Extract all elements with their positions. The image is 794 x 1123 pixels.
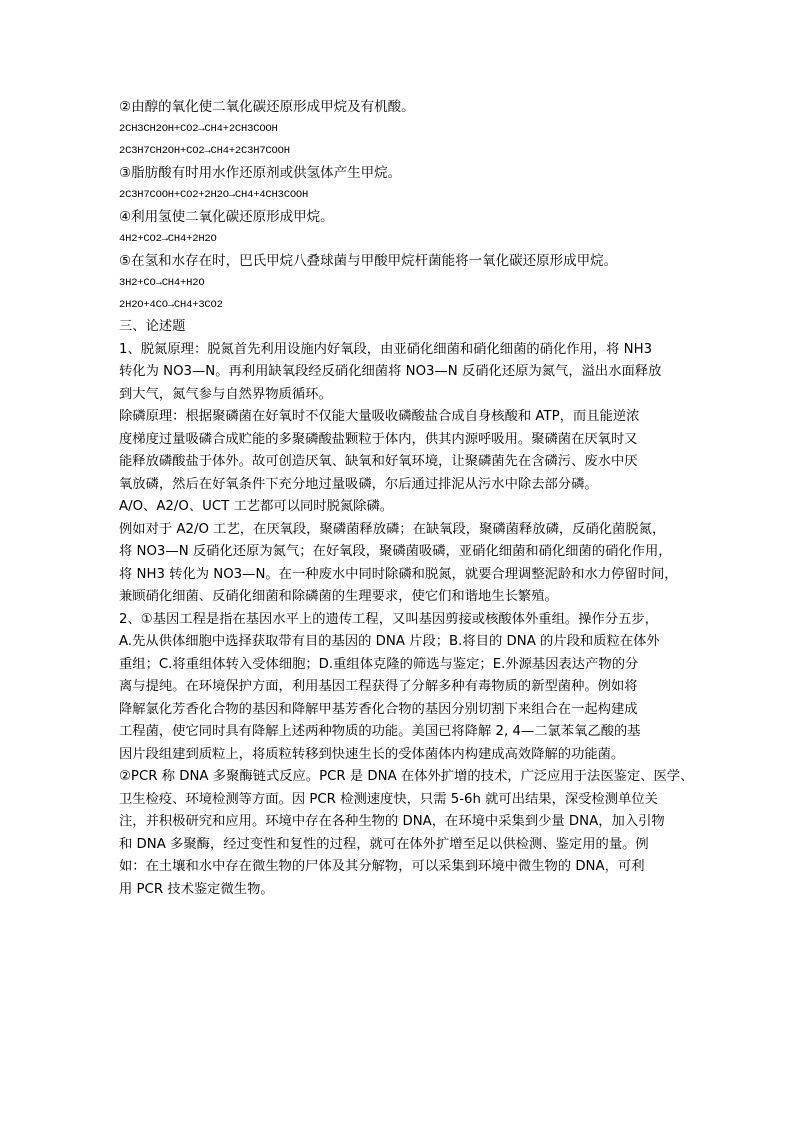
text-line: 4H2+CO2→CH4+2H2O — [119, 233, 217, 245]
text-line: 除磷原理：根据聚磷菌在好氧时不仅能大量吸收磷酸盐合成自身核酸和 ATP，而且能逆浓 — [119, 409, 640, 424]
document-body — [119, 96, 694, 901]
text-line: 2C3H7CH2OH+CO2→CH4+2C3H7COOH — [119, 145, 290, 157]
text-line: 转化为 NO3—N。再利用缺氧段经反硝化细菌将 NO3—N 反硝化还原为氮气，溢出水面释放 — [119, 364, 662, 379]
text-line: ②由醇的氧化使二氧化碳还原形成甲烷及有机酸。 — [119, 99, 415, 115]
text-line: 到大气，氮气参与自然界物质循环。 — [119, 386, 332, 402]
text-line: 例如对于 A2/O 工艺，在厌氧段，聚磷菌释放磷；在缺氧段，聚磷菌释放磷，反硝化菌脱氮， — [119, 521, 666, 537]
text-line: 三、论述题 — [119, 319, 186, 334]
text-line: 注，并积极研究和应用。环境中存在各种生物的 DNA，在环境中采集到少量 DNA，加入引物 — [119, 814, 665, 829]
text-line: 卫生检疫、环境检测等方面。因 PCR 检测速度快，只需 5-6h 就可出结果，深受检测单位关 — [119, 791, 658, 807]
text-line: 用 PCR 技术鉴定微生物。 — [119, 881, 274, 897]
text-line: 2C3H7COOH+CO2+2H2O→CH4+4CH3COOH — [119, 189, 309, 201]
text-line: 兼顾硝化细菌、反硝化细菌和除磷菌的生理要求，使它们和谐地生长繁殖。 — [119, 589, 558, 604]
text-line: 1、脱氮原理：脱氮首先利用设施内好氧段，由亚硝化细菌和硝化细菌的硝化作用，将 NH3 — [119, 341, 653, 357]
text-line: 将 NH3 转化为 NO3—N。在一种废水中同时除磷和脱氮，就要合理调整泥龄和水力停留时间， — [119, 566, 678, 582]
text-line: 工程菌，使它同时具有降解上述两种物质的功能。美国已将降解 2, 4—二氯苯氧乙酸的基 — [119, 724, 641, 739]
text-line: 离与提纯。在环境保护方面，利用基因工程获得了分解多种有毒物质的新型菌种。例如将 — [119, 679, 638, 694]
text-line: 和 DNA 多聚酶，经过变性和复性的过程，就可在体外扩增至足以供检测、鉴定用的量。例 — [119, 836, 649, 852]
text-line: 2、①基因工程是指在基因水平上的遗传工程，又叫基因剪接或核酸体外重组。操作分五步， — [119, 611, 658, 627]
text-line: 2CH3CH2OH+CO2→CH4+2CH3COOH — [119, 123, 278, 135]
text-line: 度梯度过量吸磷合成贮能的多聚磷酸盐颗粒于体内，供其内源呼吸用。聚磷菌在厌氧时又 — [119, 431, 638, 447]
text-line: ⑤在氢和水存在时，巴氏甲烷八叠球菌与甲酸甲烷杆菌能将一氧化碳还原形成甲烷。 — [119, 253, 618, 269]
text-line: 降解氯化芳香化合物的基因和降解甲基芳香化合物的基因分别切割下来组合在一起构建成 — [119, 701, 638, 717]
text-line: A/O、A2/O、UCT 工艺都可以同时脱氮除磷。 — [119, 499, 394, 514]
text-line: ④利用氢使二氧化碳还原形成甲烷。 — [119, 209, 334, 225]
text-line: 3H2+CO→CH4+H2O — [119, 277, 205, 289]
text-line: 氧放磷，然后在好氧条件下充分地过量吸磷，尔后通过排泥从污水中除去部分磷。 — [119, 476, 598, 492]
text-line: ③脂肪酸有时用水作还原剂或供氢体产生甲烷。 — [119, 165, 402, 181]
text-line: 将 NO3—N 反硝化还原为氮气；在好氧段，聚磷菌吸磷，亚硝化细菌和硝化细菌的硝化作用， — [119, 544, 672, 559]
text-line: 能释放磷酸盐于体外。故可创造厌氧、缺氧和好氧环境，让聚磷菌先在含磷污、废水中厌 — [119, 454, 638, 469]
text-line: 因片段组建到质粒上，将质粒转移到快速生长的受体菌体内构建成高效降解的功能菌。 — [119, 746, 625, 762]
text-line: 2H2O+4CO→CH4+3CO2 — [119, 299, 223, 311]
text-line: A.先从供体细胞中选择获取带有目的基因的 DNA 片段；B.将目的 DNA 的片段和质粒在体外 — [119, 634, 660, 649]
text-line: ②PCR 称 DNA 多聚酶链式反应。PCR 是 DNA 在体外扩增的技术，广泛应用于法医鉴定、医学、 — [119, 769, 694, 784]
text-line: 如：在土壤和水中存在微生物的尸体及其分解物，可以采集到环境中微生物的 DNA，可利 — [119, 859, 645, 874]
text-line: 重组；C.将重组体转入受体细胞；D.重组体克隆的筛选与鉴定；E.外源基因表达产物的分 — [119, 656, 639, 672]
